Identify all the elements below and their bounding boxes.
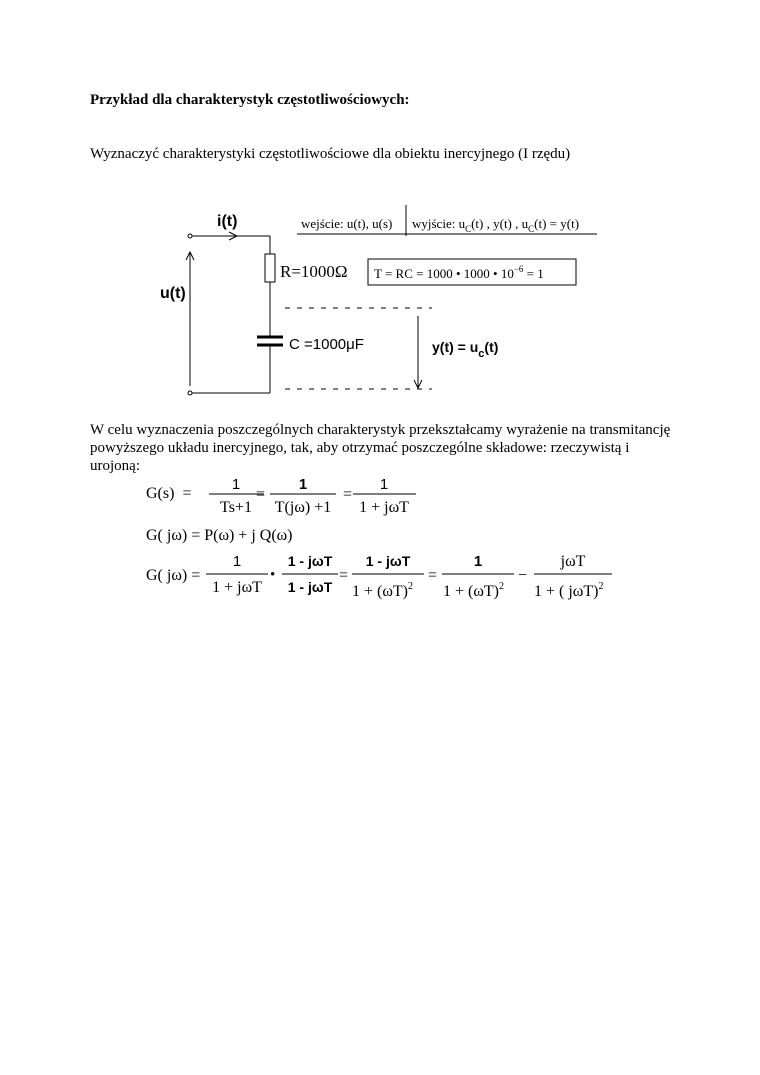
current-label: i(t)	[217, 213, 238, 230]
eq3-frac5-den: 1 + ( jωT)$^2$	[534, 581, 604, 600]
eq3-frac3-num: 1 - jωT	[365, 553, 411, 569]
eq3-minus: −	[518, 567, 528, 584]
eq1-equals-a: =	[256, 486, 266, 503]
capacitor-label: C =1000μF	[289, 336, 364, 353]
eq2: G( jω) = P(ω) + j Q(ω)	[146, 527, 293, 544]
eq3-frac3-den: $1 + (\omega T)^2$	[352, 581, 413, 600]
eq3-frac1-num: 1	[232, 553, 242, 570]
eq1-frac1-den: Ts+1	[220, 499, 252, 516]
eq3-frac1-den: 1 + jωT	[212, 579, 262, 596]
heading: Przykład dla charakterystyk częstotliwościowych:	[90, 92, 410, 108]
circuit-diagram	[0, 0, 760, 420]
input-terminal-top	[188, 234, 192, 238]
task-text: Wyznaczyć charakterystyki częstotliwościowe dla obiektu inercyjnego (I rzędu)	[90, 146, 571, 162]
eq3-frac4-num: 1	[473, 553, 483, 570]
eq3-frac5-num: jωT	[560, 553, 586, 570]
io-input-label: wejście: u(t), u(s)	[301, 216, 393, 231]
resistor-symbol	[265, 254, 275, 282]
eq3-equals-b: =	[428, 567, 438, 584]
eq3-dot: •	[270, 567, 276, 583]
eq1-frac2-num: 1	[298, 476, 308, 493]
io-output-label: wyjście: $u_C(t)$ , y(t) , $u_C(t) = y(t)$	[412, 216, 580, 234]
time-constant-label: T = RC = 1000 • 1000 • $10^{-6} = 1$	[374, 264, 544, 281]
eq1-frac2-den: T(jω) +1	[274, 499, 332, 516]
explanation-paragraph: W celu wyznaczenia poszczególnych charakterystyk przekształcamy wyrażenie na transmitancję powyższego układu inercyjnego, tak, aby otrzymać poszczególne składowe: rzeczywistą i urojoną:	[90, 422, 671, 474]
resistor-label: R=1000Ω	[280, 262, 348, 281]
eq3-frac2-den: 1 - jωT	[287, 579, 333, 595]
input-voltage-label: u(t)	[160, 285, 186, 302]
eq3-frac4-den: $1 + (\omega T)^2$	[443, 581, 504, 600]
eq1-frac1-num: 1	[231, 476, 241, 493]
eq1-equals-b: =	[343, 486, 353, 503]
eq1-frac3-num: 1	[379, 476, 389, 493]
input-terminal-bottom	[188, 391, 192, 395]
equations	[0, 470, 760, 610]
eq1-lhs: G(s) =	[146, 485, 192, 502]
eq1-frac3-den: 1 + jωT	[359, 499, 409, 516]
output-label: $y(t) = u_c(t)$	[432, 339, 499, 360]
eq3-lhs: G( jω) =	[146, 567, 201, 584]
eq3-frac2-num: 1 - jωT	[287, 553, 333, 569]
eq3-equals-a: =	[339, 567, 349, 584]
